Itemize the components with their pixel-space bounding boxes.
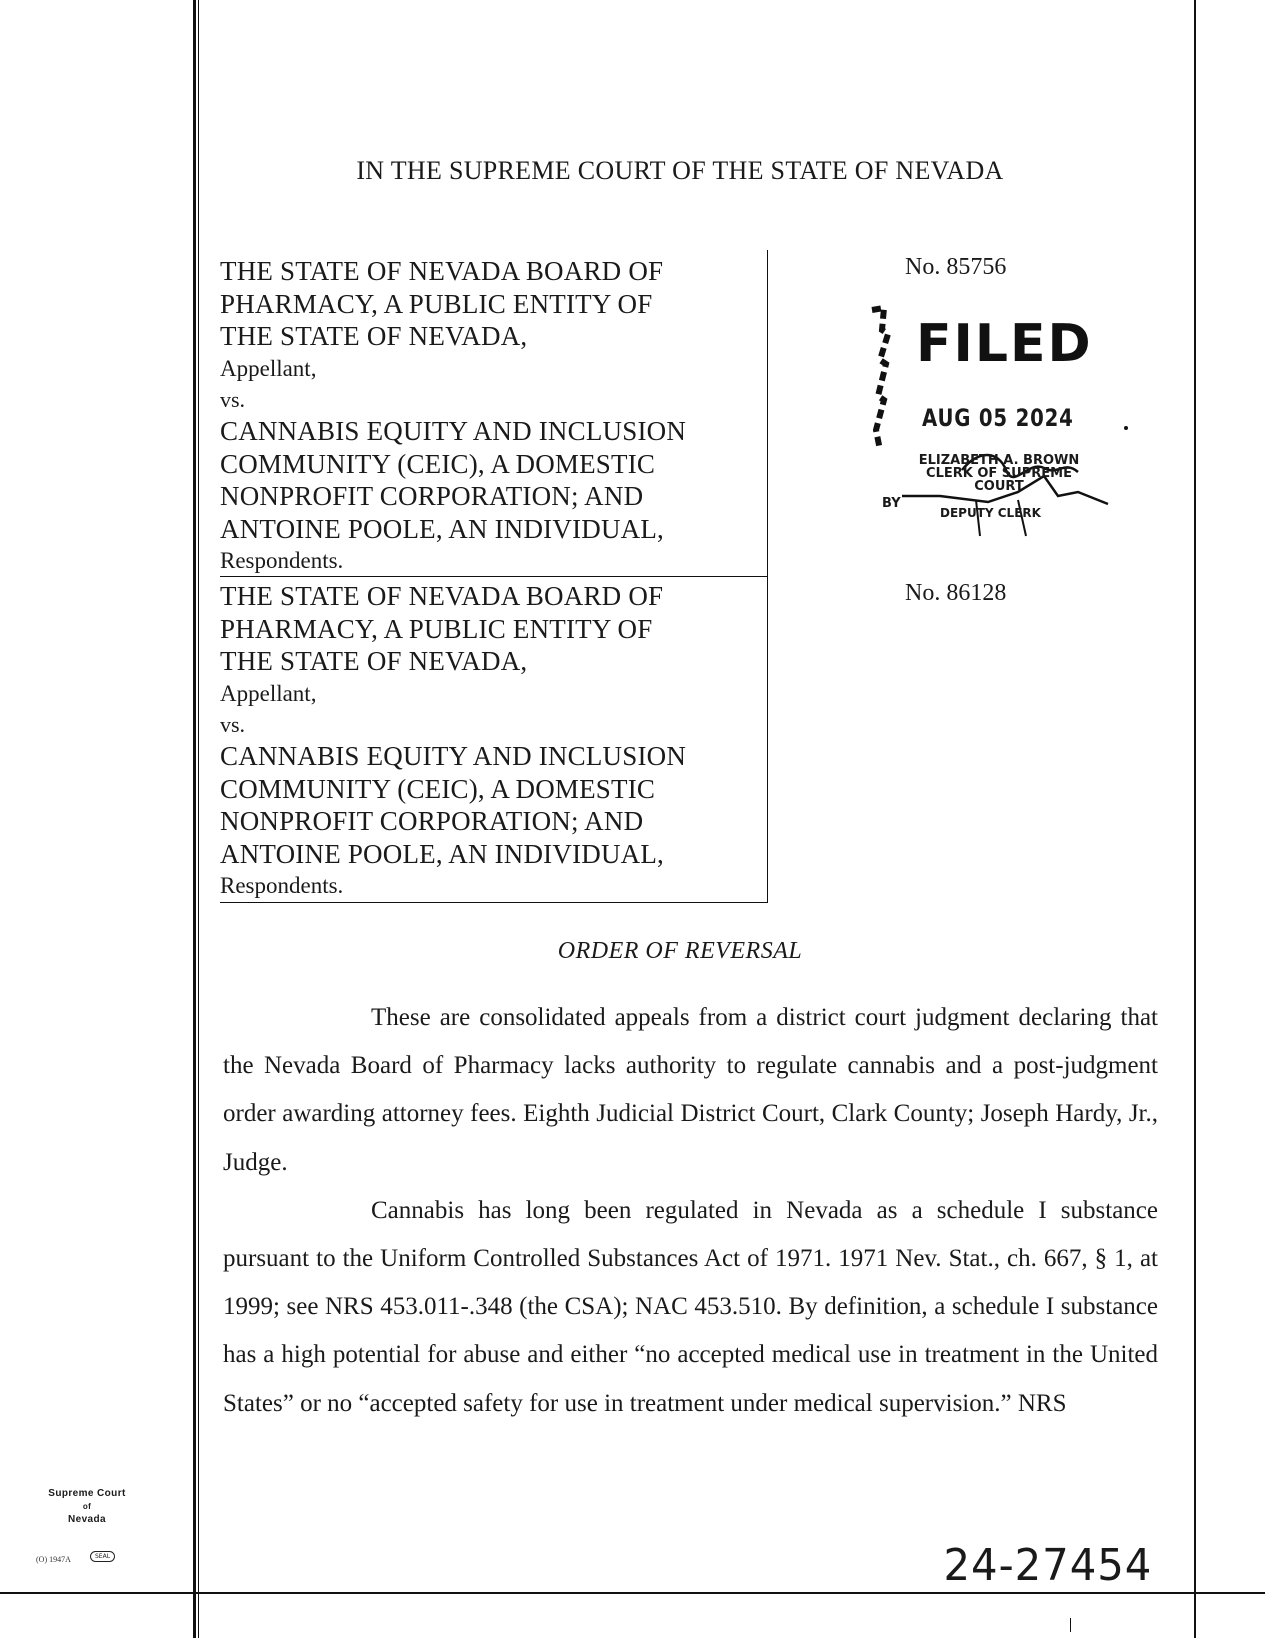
seal-line: of xyxy=(82,1502,92,1511)
respondent-name-line: ANTOINE POOLE, AN INDIVIDUAL, xyxy=(220,838,664,869)
seal-line: Nevada xyxy=(68,1514,106,1525)
left-margin-rule xyxy=(193,0,196,1638)
right-margin-rule xyxy=(1194,0,1196,1638)
appellant-name-line: THE STATE OF NEVADA BOARD OF xyxy=(220,581,664,611)
docket-number-2: No. 86128 xyxy=(905,580,1007,606)
respondent-name-line: NONPROFIT CORPORATION; AND xyxy=(220,806,644,836)
document-number: 24-27454 xyxy=(943,1540,1153,1591)
order-paragraph: These are consolidated appeals from a district court judgment declaring that the Nevada Board of Pharmacy lacks authority to regulate cannabis and a post-judgment order awarding attorney fees. Eighth Judicial District Court, Clark County; Joseph Hardy, Jr., Judge. xyxy=(223,1004,1158,1176)
appellant-role: Appellant, xyxy=(220,680,317,706)
left-margin-rule-inner xyxy=(198,0,199,1638)
versus: vs. xyxy=(220,712,246,737)
deputy-clerk-label: DEPUTY CLERK xyxy=(940,506,1041,520)
versus: vs. xyxy=(220,387,246,412)
appellant-name-line: THE STATE OF NEVADA BOARD OF xyxy=(220,256,664,286)
appellant-name-line: PHARMACY, A PUBLIC ENTITY OF xyxy=(220,613,653,644)
respondent-role: Respondents. xyxy=(220,873,344,898)
form-id: (O) 1947A xyxy=(36,1555,71,1564)
order-body xyxy=(223,994,1158,1428)
court-seal-text xyxy=(28,1487,146,1526)
respondent-name-line: COMMUNITY (CEIC), A DOMESTIC xyxy=(220,448,656,479)
filed-label: FILED xyxy=(916,314,1093,374)
form-logo-icon: SEAL xyxy=(90,1551,115,1562)
docket-number-1: No. 85756 xyxy=(905,254,1007,280)
filed-stamp xyxy=(868,300,1138,560)
caption-case-2 xyxy=(220,580,768,903)
respondent-name-line: CANNABIS EQUITY AND INCLUSION xyxy=(220,741,687,771)
seal-line: Supreme Court xyxy=(48,1488,126,1499)
clerk-title: CLERK OF SUPREME COURT xyxy=(926,466,1072,494)
appellant-role: Appellant, xyxy=(220,355,317,381)
footer-rule xyxy=(0,1592,1265,1594)
bottom-tick xyxy=(1070,1618,1071,1632)
by-label: BY xyxy=(882,496,901,511)
appellant-name-line: THE STATE OF NEVADA, xyxy=(220,321,528,351)
caption-case-1 xyxy=(220,255,768,578)
respondent-name-line: CANNABIS EQUITY AND INCLUSION xyxy=(220,416,687,446)
clerk-block xyxy=(904,454,1094,493)
filed-date: AUG 05 2024 xyxy=(922,404,1074,432)
respondent-name-line: NONPROFIT CORPORATION; AND xyxy=(220,481,644,511)
respondent-role: Respondents. xyxy=(220,548,344,573)
respondent-name-line: ANTOINE POOLE, AN INDIVIDUAL, xyxy=(220,513,664,544)
order-paragraph: Cannabis has long been regulated in Nevada as a schedule I substance pursuant to the Uniform Controlled Substances Act of 1971. 1971 Nev. Stat., ch. 667, § 1, at 1999; see NRS 453.011-.348 (the CSA); NAC 453.510. By definition, a schedule I substance has a high potential for abuse and either “no accepted medical use in treatment in the United States” or no “accepted safety for use in treatment under medical supervision.” NRS xyxy=(223,1196,1158,1417)
appellant-name-line: THE STATE OF NEVADA, xyxy=(220,646,528,676)
appellant-name-line: PHARMACY, A PUBLIC ENTITY OF xyxy=(220,288,653,319)
order-title: ORDER OF REVERSAL xyxy=(557,938,803,964)
court-heading: IN THE SUPREME COURT OF THE STATE OF NEVADA xyxy=(356,156,1004,185)
clerk-name: ELIZABETH A. BROWN xyxy=(918,453,1080,468)
respondent-name-line: COMMUNITY (CEIC), A DOMESTIC xyxy=(220,773,656,804)
